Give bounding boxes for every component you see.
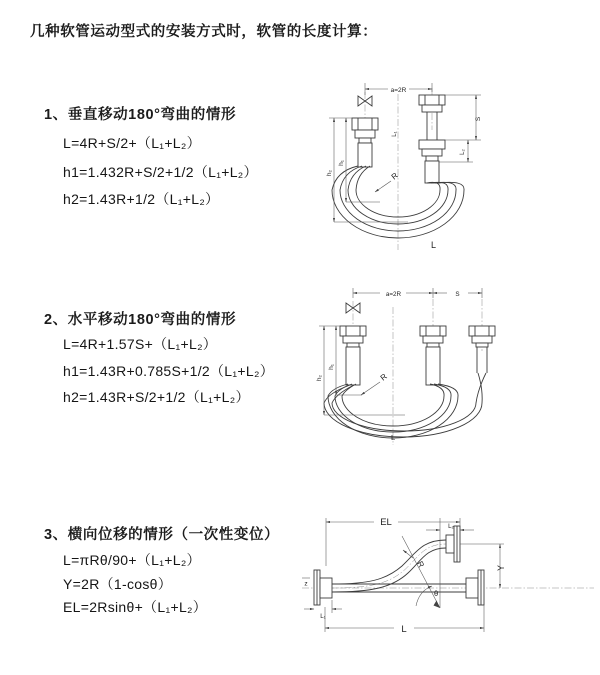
section1-heading: 1、垂直移动180°弯曲的情形: [44, 107, 237, 123]
dim-label-y: Y: [496, 564, 506, 572]
radius-label: R: [389, 170, 400, 182]
dimension-lines: [329, 83, 481, 222]
hose-curve: [332, 540, 446, 584]
formula-line: Y=2R（1-cosθ）: [63, 576, 173, 592]
length-label: L: [401, 624, 407, 635]
length-label: L: [431, 240, 437, 250]
dim-label-s: S: [475, 116, 482, 122]
hose-curve: [332, 548, 446, 592]
dim-label-l2: L₂: [448, 523, 454, 530]
section3-heading: 3、横向位移的情形（一次性变位）: [44, 527, 280, 543]
diagram-lateral-displacement: [298, 506, 600, 646]
radius-label: R: [378, 371, 389, 383]
formula-line: h1=1.43R+0.785S+1/2（L₁+L₂）: [63, 363, 274, 379]
diagram-vertical-180-bend: [318, 70, 586, 258]
page-title: 几种软管运动型式的安装方式时，软管的长度计算：: [30, 24, 378, 40]
formula-line: L=4R+S/2+（L₁+L₂）: [63, 135, 201, 151]
dim-label-h2: h₂: [326, 169, 333, 177]
dim-label-s: S: [455, 290, 460, 298]
diagram-horizontal-180-bend: [310, 281, 600, 453]
dim-label-el: EL: [380, 517, 392, 528]
dim-label-a2r: a=2R: [390, 86, 407, 94]
formula-line: L=πRθ/90+（L₁+L₂）: [63, 552, 201, 568]
dim-label-h1: h₁: [338, 160, 345, 166]
formula-line: h1=1.432R+S/2+1/2（L₁+L₂）: [63, 164, 258, 180]
angle-label: θ: [434, 589, 439, 598]
braided-hose-section: [425, 161, 439, 183]
formula-line: L=4R+1.57S+（L₁+L₂）: [63, 336, 218, 352]
braided-hose-section: [426, 347, 440, 385]
hose-assembly: [314, 526, 484, 605]
dim-label-l1: L₁: [392, 131, 398, 137]
section2-heading: 2、水平移动180°弯曲的情形: [44, 312, 237, 328]
braided-hose-section: [358, 143, 372, 167]
hose-assembly: [324, 303, 495, 438]
dimension-lines: [302, 518, 504, 632]
dim-label-a2r: a=2R: [385, 290, 402, 298]
axis-mark: z: [304, 580, 308, 588]
radius-label: R: [415, 559, 426, 570]
dimension-lines: [319, 288, 482, 415]
formula-line: h2=1.43R+S/2+1/2（L₁+L₂）: [63, 389, 250, 405]
angle-vertex-arrow: [434, 601, 441, 609]
angle-arc: [416, 586, 432, 606]
braided-hose-section: [346, 347, 360, 385]
length-label: L: [391, 433, 396, 442]
formula-line: h2=1.43R+1/2（L₁+L₂）: [63, 191, 220, 207]
formula-line: EL=2Rsinθ+（L₁+L₂）: [63, 599, 208, 615]
dim-label-h2: h₂: [316, 374, 323, 382]
dim-label-l1: L₁: [320, 613, 326, 620]
dim-label-l2: L₂: [460, 149, 466, 155]
dim-label-h1: h₁: [328, 364, 335, 370]
